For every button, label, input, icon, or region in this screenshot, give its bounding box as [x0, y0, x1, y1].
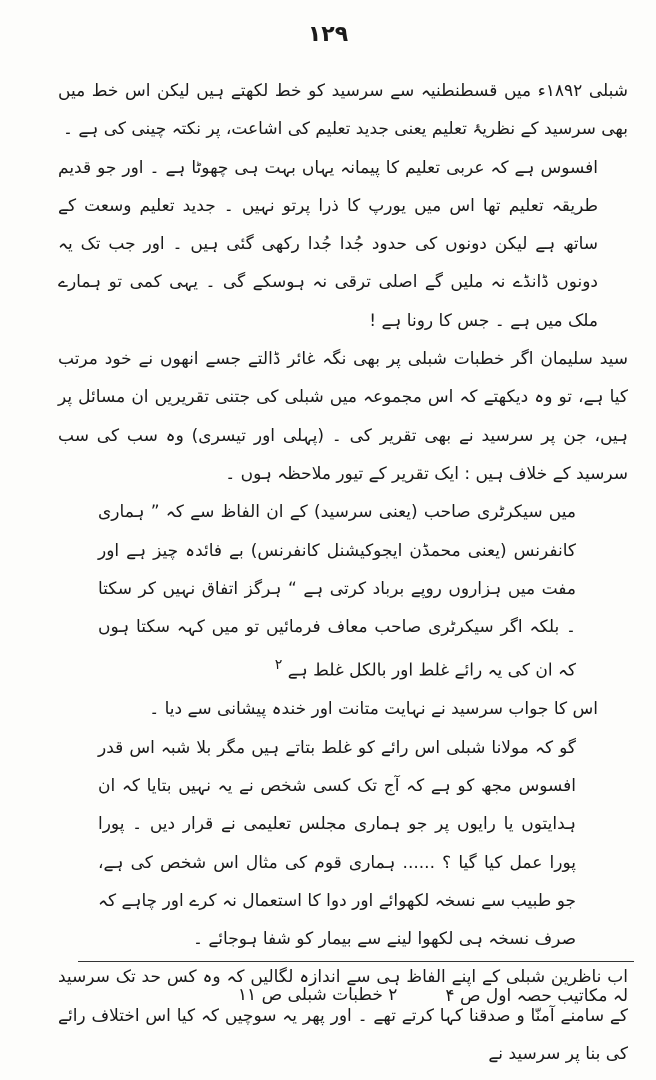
footnote-1: لہ مکاتیب حصہ اول ص ۴	[445, 986, 628, 1006]
paragraph-6-quote: گو کہ مولانا شبلی اس رائے کو غلط بتاتے ہیں مگر بلا شبہ اس قدر افسوس مجھ کو ہے کہ آج تک کسی شخص نے یہ نہیں بتایا کہ ان ہدایتوں یا رایوں پر جو ہماری مجلس تعلیمی نے قرار دیں ۔ پورا پورا عمل کیا گیا ؟ ...... ہماری قوم کی مثال اس شخص کی ہے، جو طبیب سے نسخہ لکھوائے اور دوا کا استعمال نہ کرے اور چاہے کہ صرف نسخہ ہی لکھوا لینے سے بیمار کو شفا ہوجائے ۔	[98, 737, 576, 950]
page-number: ۱۲۹	[307, 22, 349, 47]
footnote-2: ۲ خطبات شبلی ص ۱۱	[237, 985, 398, 1005]
quote-text: میں سیکرٹری صاحب (یعنی سرسید) کے ان الفاظ سے کہ ” ہماری کانفرنس (یعنی محمڈن ایجوکیشنل کانفرنس) بے فائدہ چیز ہے اور مفت میں ہزاروں روپے برباد کرتی ہے “ ہرگز اتفاق نہیں کر سکتا ۔ بلکہ اگر سیکرٹری صاحب معاف فرمائیں تو میں کہہ سکتا ہوں کہ ان کی یہ رائے غلط اور بالکل غلط ہے	[98, 502, 576, 682]
footnote-divider	[78, 961, 634, 962]
footnotes	[120, 985, 628, 1006]
body-text	[58, 72, 628, 1073]
paragraph-4-quote	[58, 493, 628, 690]
footnote-mark: ۲	[274, 657, 283, 674]
paragraph-3: سید سلیمان اگر خطبات شبلی پر بھی نگہ غائر ڈالتے جسے انھوں نے خود مرتب کیا ہے، تو وہ دیکھتے کہ اس مجموعہ میں شبلی کی جتنی تقریریں ان مسائل پر ہیں، جن پر سرسید نے بھی تقریر کی ۔ (پہلی اور تیسری) وہ سب کی سب سرسید کے خلاف ہیں : ایک تقریر کے تیور ملاحظہ ہوں ۔	[58, 349, 628, 484]
paragraph-7: اب ناظرین شبلی کے اپنے الفاظ ہی سے اندازہ لگالیں کہ وہ کس حد تک سرسید کے سامنے آمنّا و صدقنا کہا کرتے تھے ۔ اور پھر یہ سوچیں کہ کیا اس اختلاف رائے کی بنا پر سرسید نے	[58, 967, 628, 1065]
paragraph-2-quote: افسوس ہے کہ عربی تعلیم کا پیمانہ یہاں بہت ہی چھوٹا ہے ۔ اور جو قدیم طریقہ تعلیم تھا اس میں یورپ کا ذرا پرتو نہیں ۔ جدید تعلیم وسعت کے ساتھ ہے لیکن دونوں کی حدود جُدا جُدا رکھی گئی ہیں ۔ اور جب تک یہ دونوں ڈانڈے نہ ملیں گے اصلی ترقی نہ ہوسکے گی ۔ یہی کمی تو ہمارے ملک میں ہے ۔ جس کا رونا ہے !	[58, 157, 598, 331]
paragraph-1: شبلی ۱۸۹۲ء میں قسطنطنیہ سے سرسید کو خط لکھتے ہیں لیکن اس خط میں بھی سرسید کے نظریۂ تعلیم یعنی جدید تعلیم کی اشاعت، پر نکتہ چینی کی ہے ۔	[58, 81, 628, 140]
paragraph-5: اس کا جواب سرسید نے نہایت متانت اور خندہ پیشانی سے دیا ۔	[149, 699, 598, 720]
